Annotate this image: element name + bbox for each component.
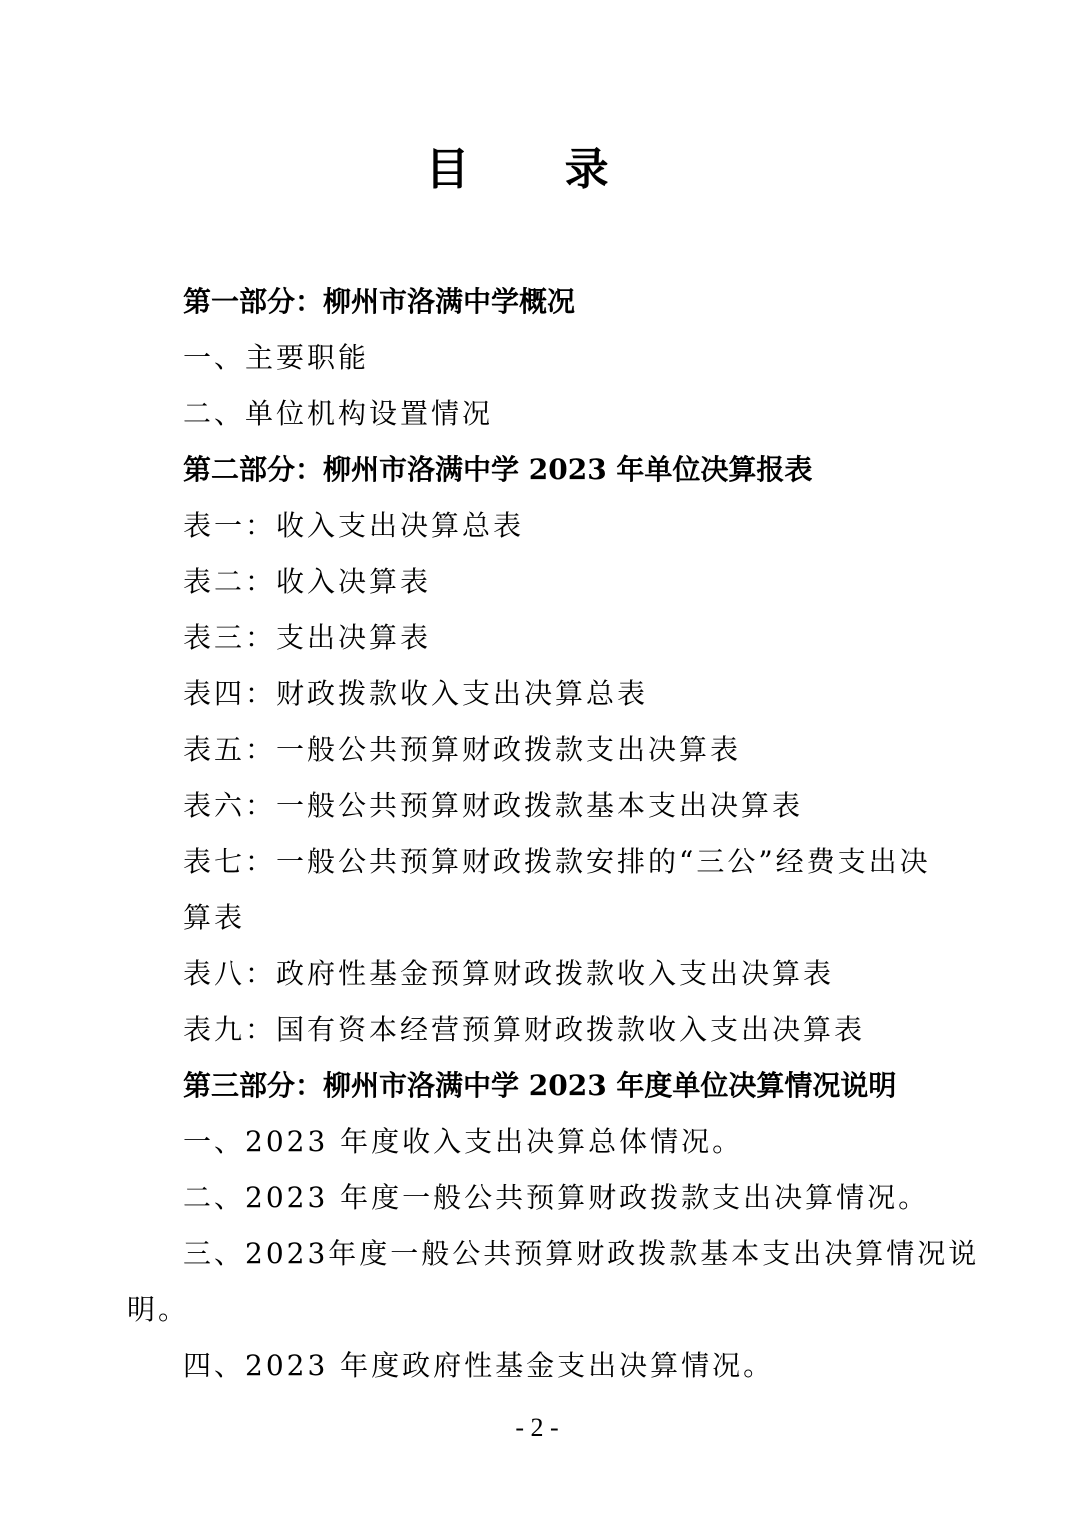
toc-item: 表九：国有资本经营预算财政拨款收入支出决算表 <box>183 1013 866 1046</box>
toc-item: 二、单位机构设置情况 <box>183 397 494 430</box>
toc-item-continuation: 明。 <box>127 1293 190 1326</box>
toc-item-continuation: 算表 <box>183 901 246 934</box>
toc-part2-heading: 第二部分：柳州市洛满中学 2023 年单位决算报表 <box>183 453 813 486</box>
page-number: - 2 - <box>515 1413 559 1442</box>
toc-part1-heading: 第一部分：柳州市洛满中学概况 <box>183 285 576 318</box>
toc-item: 表四：财政拨款收入支出决算总表 <box>183 677 649 710</box>
toc-item: 一、主要职能 <box>183 341 370 374</box>
toc-item: 四、2023 年度政府性基金支出决算情况。 <box>183 1349 775 1382</box>
toc-item: 三、2023年度一般公共预算财政拨款基本支出决算情况说 <box>183 1237 980 1270</box>
page-title: 目 录 <box>425 144 649 195</box>
toc-item: 二、2023 年度一般公共预算财政拨款支出决算情况。 <box>183 1181 930 1214</box>
toc-item: 表六：一般公共预算财政拨款基本支出决算表 <box>183 789 804 822</box>
toc-item: 一、2023 年度收入支出决算总体情况。 <box>183 1125 744 1158</box>
toc-item: 表二：收入决算表 <box>183 565 432 598</box>
toc-part3-heading: 第三部分：柳州市洛满中学 2023 年度单位决算情况说明 <box>183 1069 897 1102</box>
toc-item: 表八：政府性基金预算财政拨款收入支出决算表 <box>183 957 835 990</box>
toc-item: 表三：支出决算表 <box>183 621 432 654</box>
toc-item: 表五：一般公共预算财政拨款支出决算表 <box>183 733 742 766</box>
toc-item: 表一：收入支出决算总表 <box>183 509 525 542</box>
toc-item: 表七：一般公共预算财政拨款安排的“三公”经费支出决 <box>183 845 931 878</box>
